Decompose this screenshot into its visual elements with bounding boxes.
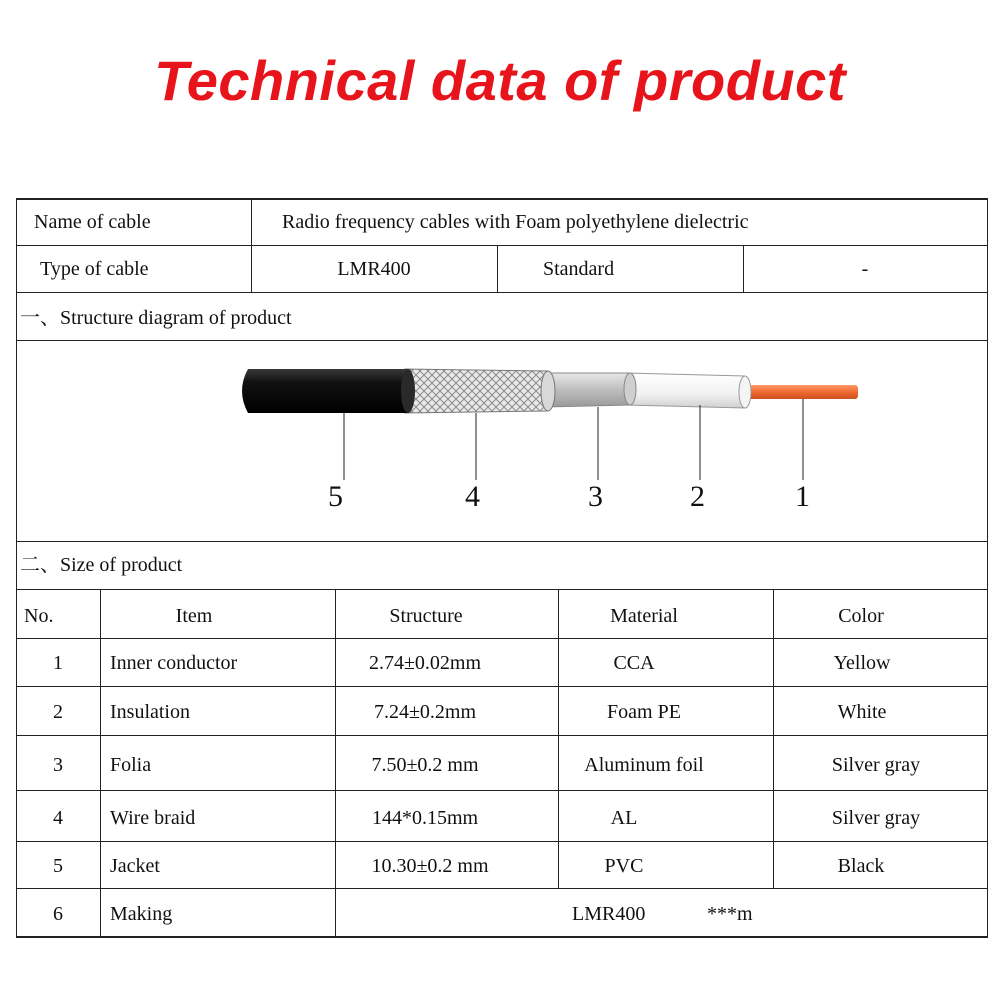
header-structure: Structure [389,605,463,627]
row-no: 1 [53,652,63,674]
aluminum-foil [545,373,635,407]
row-structure: 2.74±0.02mm [368,652,482,674]
header-material: Material [610,605,678,627]
row-structure: 7.24±0.2mm [373,701,477,723]
row-item: Insulation [110,701,190,723]
row-color: Black [837,855,885,877]
insulation [625,373,749,408]
cable-name-value: Radio frequency cables with Foam polyethylene dielectric [282,211,749,233]
cable-type-label: Type of cable [40,258,149,280]
row-material: CCA [613,652,655,674]
row-color: White [837,701,887,723]
row-material: Aluminum foil [584,754,704,776]
standard-value: - [861,258,869,280]
row-color: Silver gray [831,807,921,829]
section-size-heading: 二、Size of product [20,554,183,576]
header-no: No. [24,605,54,627]
cable-type-value: LMR400 [337,258,411,280]
row-item: Folia [110,754,152,776]
diagram-label-3: 3 [588,480,603,513]
wire-braid [405,369,553,413]
row-item: Jacket [110,855,160,877]
row-item: Inner conductor [110,652,238,674]
row-item: Wire braid [110,807,196,829]
making-item: Making [110,903,173,925]
row-material: AL [610,807,638,829]
cable-structure-diagram [220,355,880,525]
inner-conductor [740,385,858,399]
header-item: Item [175,605,213,627]
diagram-label-2: 2 [690,480,705,513]
cable-name-label: Name of cable [34,211,151,233]
header-color: Color [838,605,884,627]
making-no: 6 [53,903,63,925]
row-structure: 144*0.15mm [371,807,479,829]
row-structure: 10.30±0.2 mm [371,855,489,877]
section-structure-heading: 一、Structure diagram of product [20,307,292,329]
page-title: Technical data of product [154,49,846,112]
row-color: Silver gray [831,754,921,776]
diagram-label-5: 5 [328,480,343,513]
diagram-label-1: 1 [795,480,810,513]
row-material: Foam PE [607,701,681,723]
jacket [242,369,413,413]
making-value: LMR400 [572,903,646,925]
standard-label: Standard [543,258,615,280]
diagram-label-4: 4 [465,480,480,513]
row-structure: 7.50±0.2 mm [371,754,479,776]
row-material: PVC [604,855,644,877]
row-color: Yellow [833,652,891,674]
row-no: 4 [53,807,63,829]
making-length: ***m [707,903,753,925]
row-no: 5 [53,855,63,877]
row-no: 2 [53,701,63,723]
row-no: 3 [53,754,63,776]
